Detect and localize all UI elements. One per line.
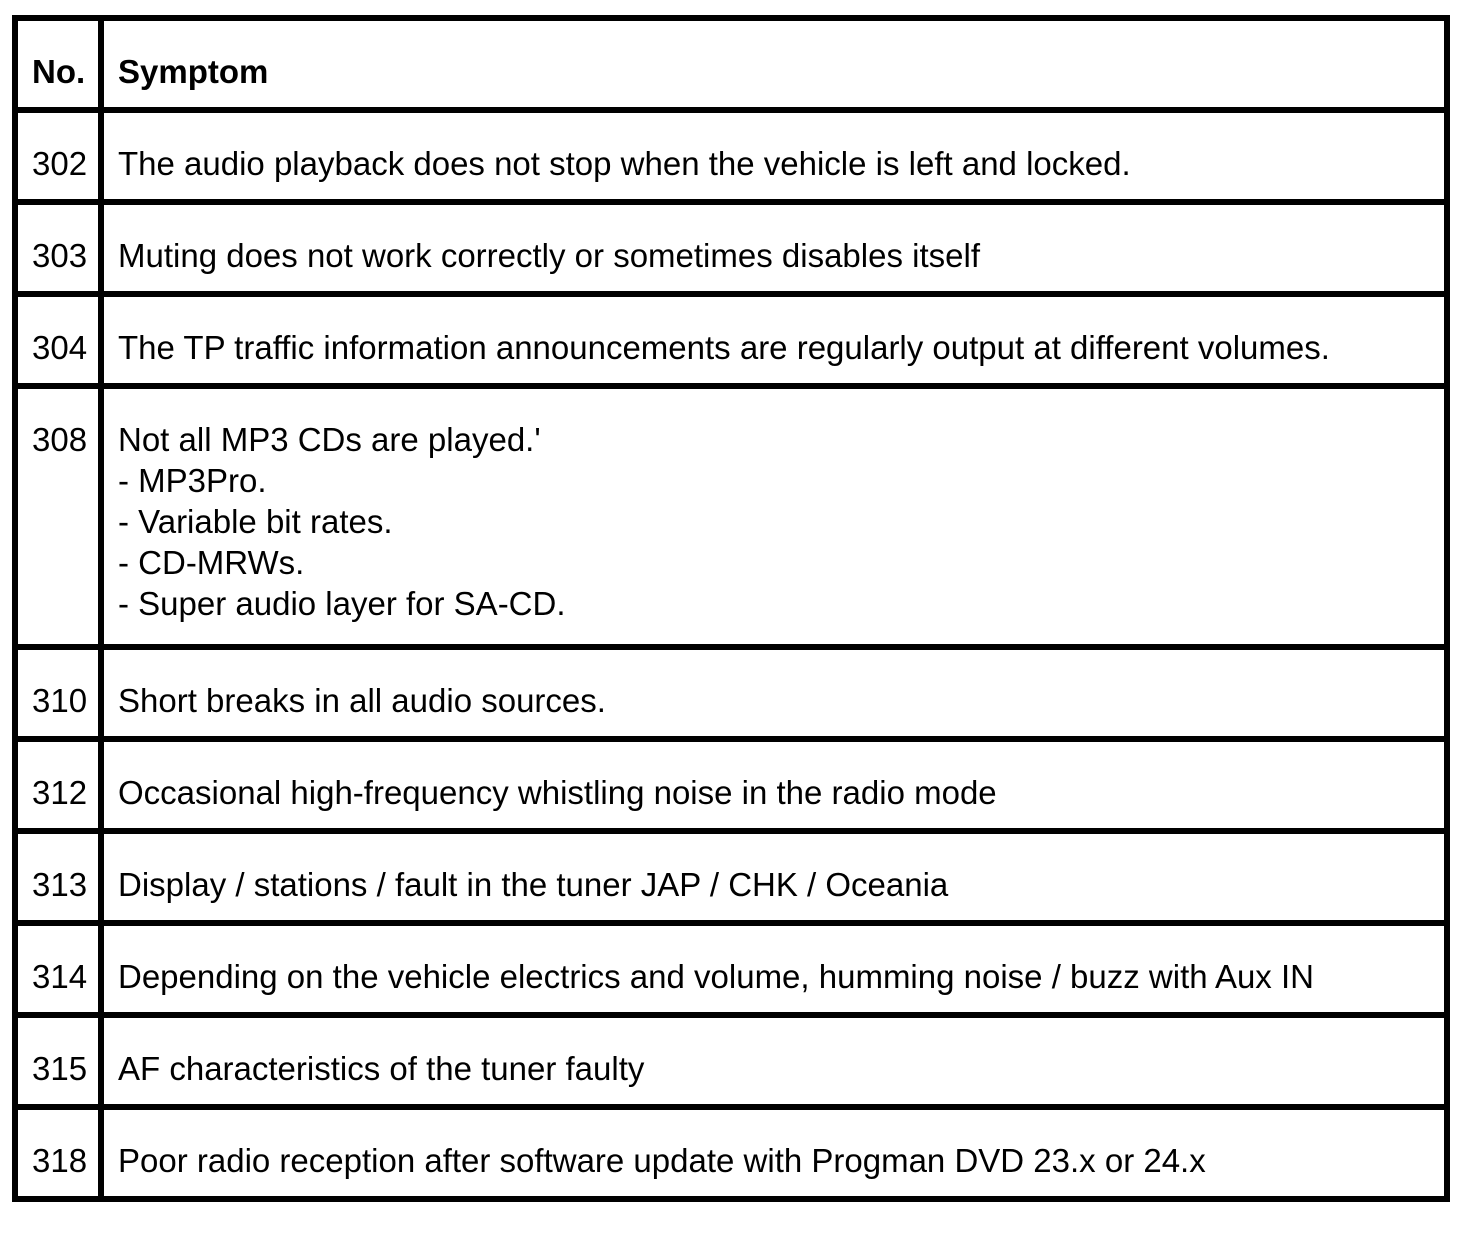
table-row: [15, 739, 1447, 831]
row-number: 315: [15, 1015, 101, 1107]
row-symptom: Depending on the vehicle electrics and volume, humming noise / buzz with Aux IN: [101, 923, 1447, 1015]
symptom-main-line: Not all MP3 CDs are played.': [118, 421, 541, 458]
table-row: [15, 110, 1447, 202]
row-symptom: Occasional high-frequency whistling noise in the radio mode: [101, 739, 1447, 831]
row-symptom: The TP traffic information announcements are regularly output at different volumes.: [101, 294, 1447, 386]
symptom-detail-line: - Variable bit rates.: [118, 503, 393, 540]
row-symptom: AF characteristics of the tuner faulty: [101, 1015, 1447, 1107]
table-row: [15, 923, 1447, 1015]
table-header-row: [15, 18, 1447, 110]
row-number: 314: [15, 923, 101, 1015]
row-symptom: The audio playback does not stop when the vehicle is left and locked.: [101, 110, 1447, 202]
row-number: 302: [15, 110, 101, 202]
table-row: [15, 831, 1447, 923]
header-no: No.: [15, 18, 101, 110]
row-number: 303: [15, 202, 101, 294]
row-number: 318: [15, 1107, 101, 1199]
row-number: 304: [15, 294, 101, 386]
symptom-detail-line: - Super audio layer for SA-CD.: [118, 585, 566, 622]
symptom-table: [12, 15, 1450, 1202]
symptom-detail-line: - CD-MRWs.: [118, 544, 305, 581]
table-row: [15, 386, 1447, 647]
row-symptom: Poor radio reception after software update with Progman DVD 23.x or 24.x: [101, 1107, 1447, 1199]
symptom-detail-line: - MP3Pro.: [118, 462, 267, 499]
row-number: 308: [15, 386, 101, 647]
row-number: 312: [15, 739, 101, 831]
table-row: [15, 202, 1447, 294]
row-number: 310: [15, 647, 101, 739]
row-symptom: Short breaks in all audio sources.: [101, 647, 1447, 739]
row-symptom: Display / stations / fault in the tuner JAP / CHK / Oceania: [101, 831, 1447, 923]
table-row: [15, 1015, 1447, 1107]
row-number: 313: [15, 831, 101, 923]
row-symptom: Muting does not work correctly or sometimes disables itself: [101, 202, 1447, 294]
table-row: [15, 647, 1447, 739]
row-symptom: [101, 386, 1447, 647]
header-symptom: Symptom: [101, 18, 1447, 110]
table-row: [15, 294, 1447, 386]
table-row: [15, 1107, 1447, 1199]
